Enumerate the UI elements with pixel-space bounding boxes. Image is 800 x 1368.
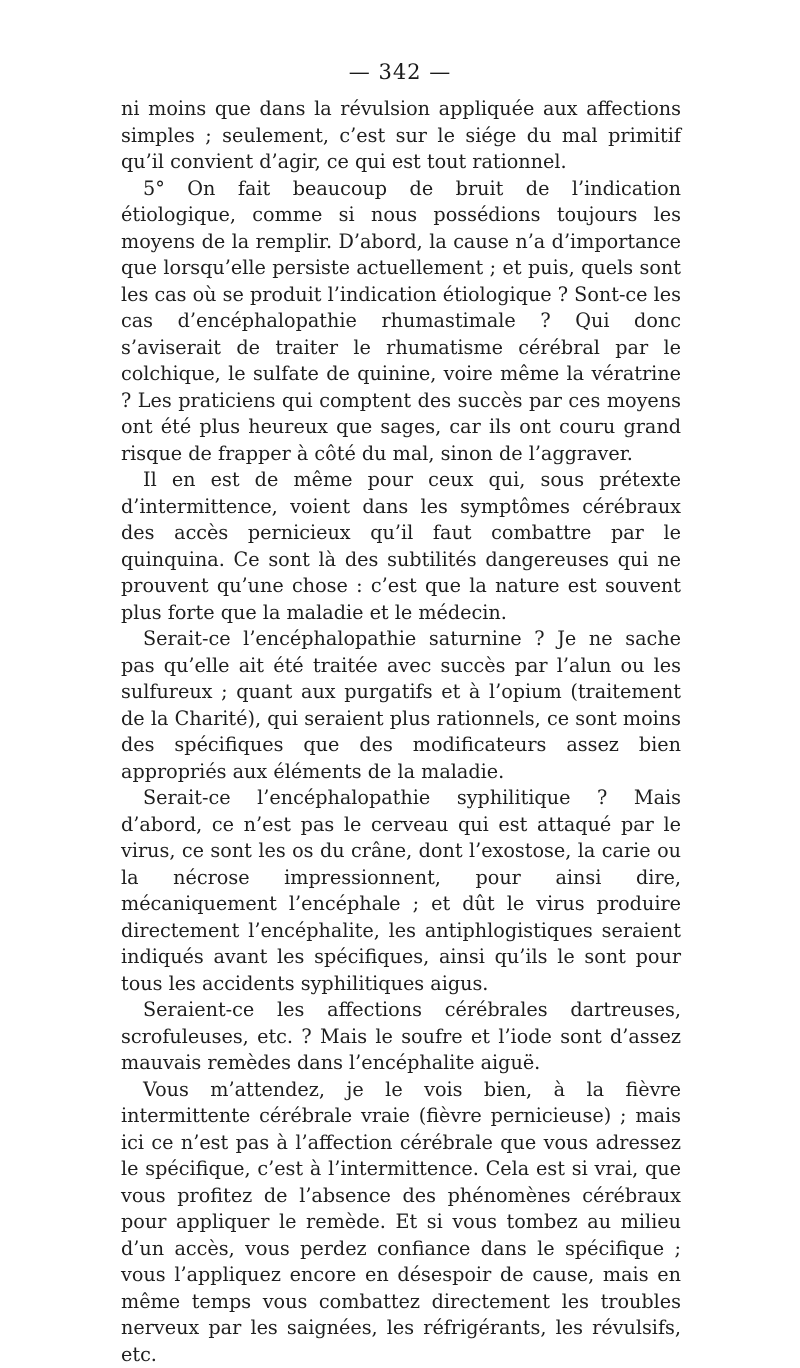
paragraph-2: 5° On fait beaucoup de bruit de l’indication étiologique, comme si nous possédions toujours les moyens de la remplir. D’abord, la cause n’a d’importance que lorsqu’elle persiste actuellement ; et puis, quels sont les cas où se produit l’indication étiologique ? Sont-ce les cas d’encéphalopathie rhumastimale ? Qui donc s’aviserait de traiter le rhumatisme cérébral par le colchique, le sulfate de quinine, voire même la vératrine ? Les praticiens qui comptent des succès par ces moyens ont été plus heureux que sages, car ils ont couru grand risque de frapper à côté du mal, sinon de l’aggraver. [121,176,681,468]
paragraph-4: Serait-ce l’encéphalopathie saturnine ? Je ne sache pas qu’elle ait été traitée avec succès par l’alun ou les sulfureux ; quant aux purgatifs et à l’opium (traitement de la Charité), qui seraient plus rationnels, ce sont moins des spécifiques que des modificateurs assez bien appropriés aux éléments de la maladie. [121,626,681,785]
paragraph-1: ni moins que dans la révulsion appliquée aux affections simples ; seulement, c’est sur le siége du mal primitif qu’il convient d’agir, ce qui est tout rationnel. [121,96,681,176]
page-number: — 342 — [0,60,800,84]
paragraph-7: Vous m’attendez, je le vois bien, à la fièvre intermittente cérébrale vraie (fièvre pernicieuse) ; mais ici ce n’est pas à l’affection cérébrale que vous adressez le spécifique, c’est à l’intermittence. Cela est si vrai, que vous profitez de l’absence des phénomènes cérébraux pour appliquer le remède. Et si vous tombez au milieu d’un accès, vous perdez confiance dans le spécifique ; vous l’appliquez encore en désespoir de cause, mais en même temps vous combattez directement les troubles nerveux par les saignées, les réfrigérants, les révulsifs, etc. [121,1077,681,1368]
paragraph-6: Seraient-ce les affections cérébrales dartreuses, scrofuleuses, etc. ? Mais le soufre et l’iode sont d’assez mauvais remèdes dans l’encéphalite aiguë. [121,997,681,1077]
body-text [121,96,681,1368]
paragraph-5: Serait-ce l’encéphalopathie syphilitique ? Mais d’abord, ce n’est pas le cerveau qui est attaqué par le virus, ce sont les os du crâne, dont l’exostose, la carie ou la nécrose impressionnent, pour ainsi dire, mécaniquement l’encéphale ; et dût le virus produire directement l’encéphalite, les antiphlogistiques seraient indiqués avant les spécifiques, ainsi qu’ils le sont pour tous les accidents syphilitiques aigus. [121,785,681,997]
paragraph-3: Il en est de même pour ceux qui, sous prétexte d’intermittence, voient dans les symptômes cérébraux des accès pernicieux qu’il faut combattre par le quinquina. Ce sont là des subtilités dangereuses qui ne prouvent qu’une chose : c’est que la nature est souvent plus forte que la maladie et le médecin. [121,467,681,626]
